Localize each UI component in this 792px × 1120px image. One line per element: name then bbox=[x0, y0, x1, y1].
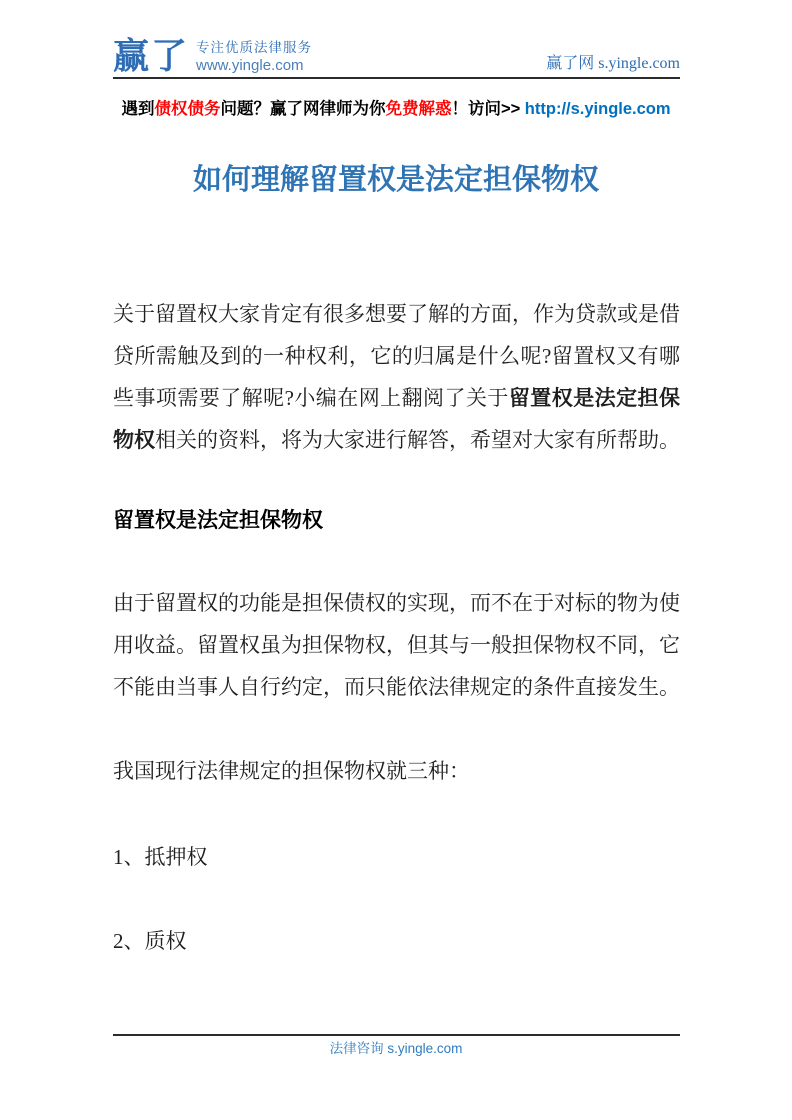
intro-text-before: 关于留置权大家肯定有很多想要了解的方面，作为贷款或是借贷所需触及到的一种权利，它的归属是什么呢?留置权又有哪些事项需要了解呢?小编在网上翻阅了关于 bbox=[113, 302, 680, 410]
footer-divider bbox=[113, 1034, 680, 1036]
brand-text-block bbox=[196, 39, 312, 76]
brand-url: www.yingle.com bbox=[196, 57, 304, 74]
intro-paragraph bbox=[113, 293, 680, 461]
list-item: 2、质权 bbox=[113, 929, 187, 953]
list-item: 1、抵押权 bbox=[113, 845, 208, 869]
page-title: 如何理解留置权是法定担保物权 bbox=[192, 164, 599, 196]
paragraph-lead-in: 我国现行法律规定的担保物权就三种： bbox=[113, 759, 470, 783]
banner-highlight-offer: 免费解惑 bbox=[385, 100, 452, 118]
page-header bbox=[113, 30, 680, 76]
intro-text-after: 相关的资料，将为大家进行解答，希望对大家有所帮助。 bbox=[155, 428, 680, 452]
yingle-logo-icon: 赢了 bbox=[113, 36, 190, 76]
header-site-link[interactable]: 赢了网 s.yingle.com bbox=[546, 55, 680, 72]
header-divider bbox=[113, 77, 680, 79]
brand-tagline: 专注优质法律服务 bbox=[196, 40, 313, 55]
footer-site-link[interactable]: 法律咨询 s.yingle.com bbox=[329, 1041, 463, 1056]
banner-url-link[interactable]: http://s.yingle.com bbox=[524, 100, 671, 118]
banner-text: 遇到 bbox=[121, 100, 155, 118]
intro-bold-phrase: 留置权是法定担保物权 bbox=[113, 386, 681, 452]
banner-text: 问题？赢了网律师为你 bbox=[220, 100, 386, 118]
promo-banner bbox=[0, 97, 792, 121]
section-heading: 留置权是法定担保物权 bbox=[113, 508, 323, 532]
banner-text: ！访问>> bbox=[451, 100, 525, 118]
banner-highlight-keyword: 债权债务 bbox=[154, 100, 221, 118]
yingle-brand bbox=[113, 36, 312, 76]
paragraph-definition: 由于留置权的功能是担保债权的实现，而不在于对标的物为使用收益。留置权虽为担保物权，但其与一般担保物权不同，它不能由当事人自行约定，而只能依法律规定的条件直接发生。 bbox=[113, 591, 680, 699]
